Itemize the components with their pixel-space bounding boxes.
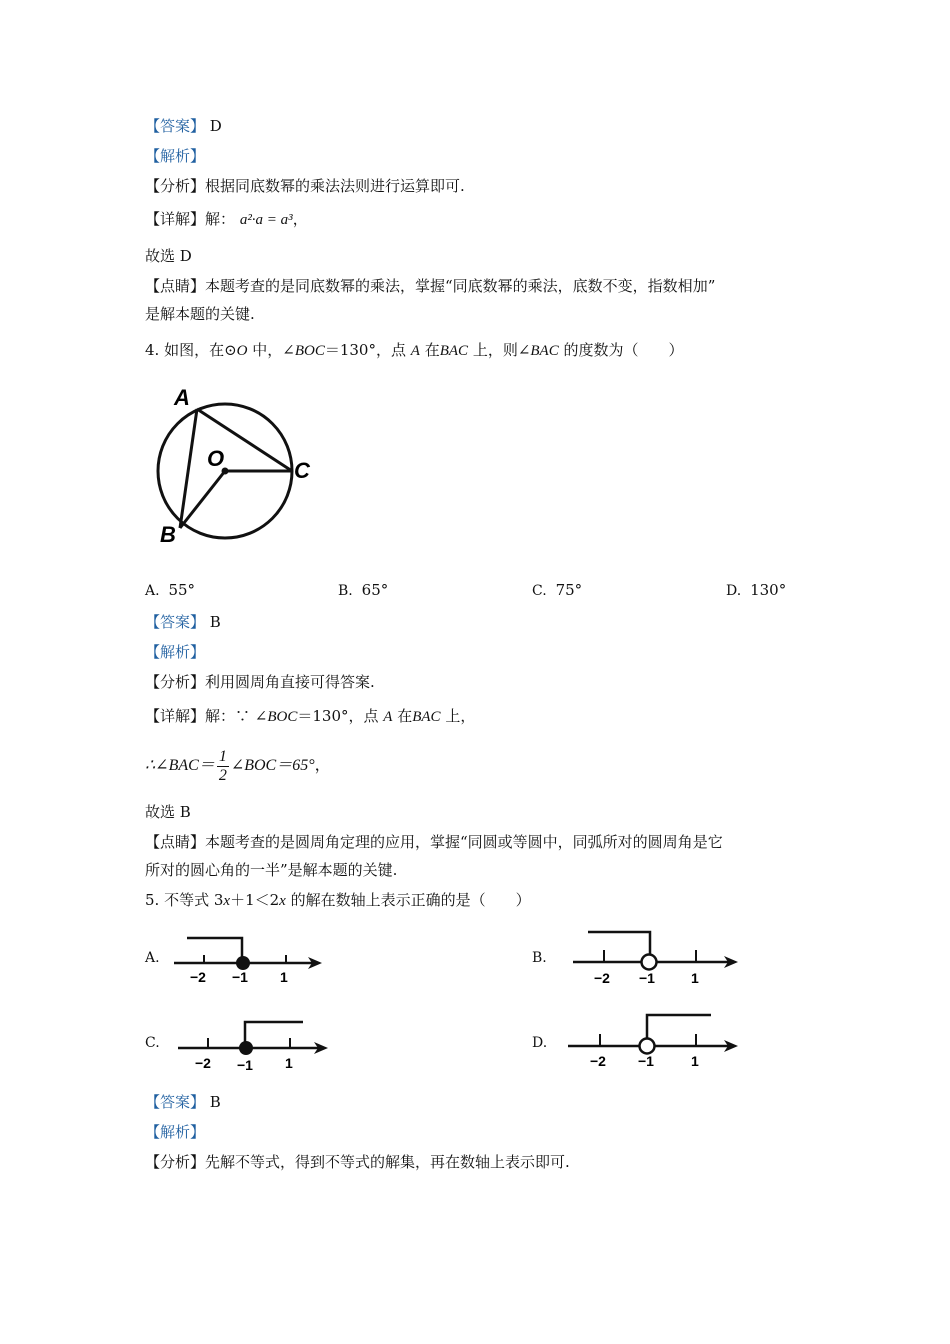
dianjing-text-1: 本题考查的是同底数幂的乘法，掌握“同底数幂的乘法，底数不变，指数相加” xyxy=(205,277,716,295)
tick-label: −2 xyxy=(590,1053,606,1069)
fraction-den: 2 xyxy=(218,766,227,784)
fenxi-tag: 【分析】 xyxy=(145,177,206,195)
answer-tag: 【答案】 xyxy=(145,613,206,631)
solution-bracket xyxy=(588,932,650,954)
q4-fenxi-line xyxy=(145,672,375,692)
solution-bracket xyxy=(647,1015,711,1039)
xiangjie-tag: 【详解】 xyxy=(145,210,206,228)
label-a: A xyxy=(174,385,190,410)
xiangjie-prefix: 解： xyxy=(205,210,236,228)
tick-label: 1 xyxy=(691,970,699,986)
stem-bac: BAC xyxy=(530,343,559,359)
q4-dianjing-line-1 xyxy=(145,832,723,852)
fenxi-text: 利用圆周角直接可得答案. xyxy=(205,673,375,691)
answer-value: B xyxy=(209,1093,221,1111)
q4-stem xyxy=(145,340,684,361)
tick-label: −2 xyxy=(594,970,610,986)
hollow-point xyxy=(640,1039,655,1054)
stem-x: x xyxy=(279,893,286,909)
label-o: O xyxy=(207,446,225,471)
xiangjie-tag: 【详解】 xyxy=(145,707,206,725)
stem-text: 中，∠ xyxy=(247,341,295,359)
stem-text: 的解在数轴上表示正确的是（ ） xyxy=(285,891,531,909)
stem-text: 4. 如图，在⊙ xyxy=(145,341,237,359)
q5-option-a-letter: A. xyxy=(145,950,160,966)
option-letter: C. xyxy=(532,583,547,599)
answer-tag: 【答案】 xyxy=(145,1093,206,1111)
fenxi-tag: 【分析】 xyxy=(145,1153,206,1171)
q3-guxuan: 故选 D xyxy=(145,247,192,265)
solid-point xyxy=(239,1041,253,1055)
stem-arc: BAC xyxy=(439,343,469,359)
tick-label: −1 xyxy=(638,1053,654,1069)
solution-bracket xyxy=(245,1022,303,1042)
hollow-point xyxy=(642,955,657,970)
stem-x: x xyxy=(223,893,231,909)
q3-xiangjie-line xyxy=(145,209,308,230)
fenxi-tag: 【分析】 xyxy=(145,673,206,691)
number-line-a xyxy=(170,930,330,990)
xiangjie-text: 上， xyxy=(440,707,476,725)
dianjing-text-1: 本题考查的是圆周角定理的应用，掌握“同圆或等圆中，同弧所对的圆周角是它 xyxy=(205,833,723,851)
answer-value: B xyxy=(209,613,221,631)
stem-boc: BOC xyxy=(294,343,325,359)
number-line-b xyxy=(570,928,745,990)
option-letter: B. xyxy=(338,583,353,599)
stem-text: 上，则∠ xyxy=(468,341,531,359)
q5-fenxi-line xyxy=(145,1152,570,1172)
calc-post: ∠BOC＝65° xyxy=(230,757,315,774)
option-letter: D. xyxy=(726,583,742,599)
formula: a²·a = a³ xyxy=(239,212,293,228)
q3-dianjing-line-2: 是解本题的关键. xyxy=(145,305,255,323)
solid-point xyxy=(236,956,250,970)
label-c: C xyxy=(294,458,310,483)
option-value: 65° xyxy=(361,581,389,599)
q5-option-c-letter: C. xyxy=(145,1035,160,1051)
stem-text: 5. 不等式 3 xyxy=(145,891,224,909)
answer-tag: 【答案】 xyxy=(145,117,206,135)
q4-option-c xyxy=(532,581,582,599)
q4-option-d xyxy=(726,581,786,599)
stem-point-a: A xyxy=(410,343,420,359)
option-value: 130° xyxy=(750,581,787,599)
calc-pre: ∴∠BAC＝ xyxy=(145,757,215,774)
option-value: 75° xyxy=(555,581,583,599)
xiangjie-text: ＝130°，点 xyxy=(297,707,384,725)
q3-jiexi-tag: 【解析】 xyxy=(145,147,206,165)
q4-dianjing-line-2: 所对的圆心角的一半”是解本题的关键. xyxy=(145,861,398,879)
tick-label: −2 xyxy=(190,969,206,985)
fenxi-text: 先解不等式，得到不等式的解集，再在数轴上表示即可. xyxy=(205,1153,570,1171)
tick-label: −1 xyxy=(237,1057,253,1073)
number-line-d xyxy=(565,1012,745,1074)
solution-bracket xyxy=(187,938,242,960)
stem-text: 在 xyxy=(419,341,440,359)
q4-option-a xyxy=(145,581,195,599)
q3-dianjing-line-1 xyxy=(145,276,715,296)
fenxi-text: 根据同底数幂的乘法法则进行运算即可. xyxy=(205,177,465,195)
q4-option-b xyxy=(338,581,388,599)
option-value: 55° xyxy=(168,581,196,599)
q5-option-d-letter: D. xyxy=(532,1035,548,1051)
xiangjie-arc: BAC xyxy=(412,709,441,725)
tick-label: −1 xyxy=(232,969,248,985)
answer-value: D xyxy=(209,117,222,135)
q4-xiangjie-line xyxy=(145,706,475,727)
label-b: B xyxy=(160,522,176,547)
stem-o: O xyxy=(236,343,248,359)
q5-answer-line xyxy=(145,1092,221,1112)
q3-answer-line xyxy=(145,116,222,136)
dianjing-tag: 【点睛】 xyxy=(145,833,206,851)
q4-calc-line xyxy=(145,746,331,786)
q3-fenxi-line xyxy=(145,176,465,196)
fraction-half xyxy=(217,748,229,785)
formula-end: ， xyxy=(292,210,308,228)
xiangjie-boc: BOC xyxy=(267,709,298,725)
stem-text: ＋1＜2 xyxy=(230,891,280,909)
stem-text: ＝130°，点 xyxy=(324,341,411,359)
tick-label: 1 xyxy=(285,1055,293,1071)
q4-answer-line xyxy=(145,612,221,632)
stem-text: 的度数为（ ） xyxy=(558,341,684,359)
q4-jiexi-tag: 【解析】 xyxy=(145,643,206,661)
number-line-c xyxy=(175,1014,335,1076)
xiangjie-point-a: A xyxy=(383,709,393,725)
q5-option-b-letter: B. xyxy=(532,950,547,966)
xiangjie-text: 在 xyxy=(392,707,413,725)
tick-label: −1 xyxy=(639,970,655,986)
tick-label: 1 xyxy=(691,1053,699,1069)
option-letter: A. xyxy=(145,583,160,599)
fraction-num: 1 xyxy=(218,747,227,765)
calc-end: ， xyxy=(314,757,331,774)
tick-label: −2 xyxy=(195,1055,211,1071)
circle-figure xyxy=(145,380,335,555)
tick-label: 1 xyxy=(280,969,288,985)
dianjing-tag: 【点睛】 xyxy=(145,277,206,295)
xiangjie-text: 解：∵ ∠ xyxy=(205,707,268,725)
q5-jiexi-tag: 【解析】 xyxy=(145,1123,206,1141)
q5-stem xyxy=(145,890,531,911)
q4-guxuan: 故选 B xyxy=(145,803,191,821)
